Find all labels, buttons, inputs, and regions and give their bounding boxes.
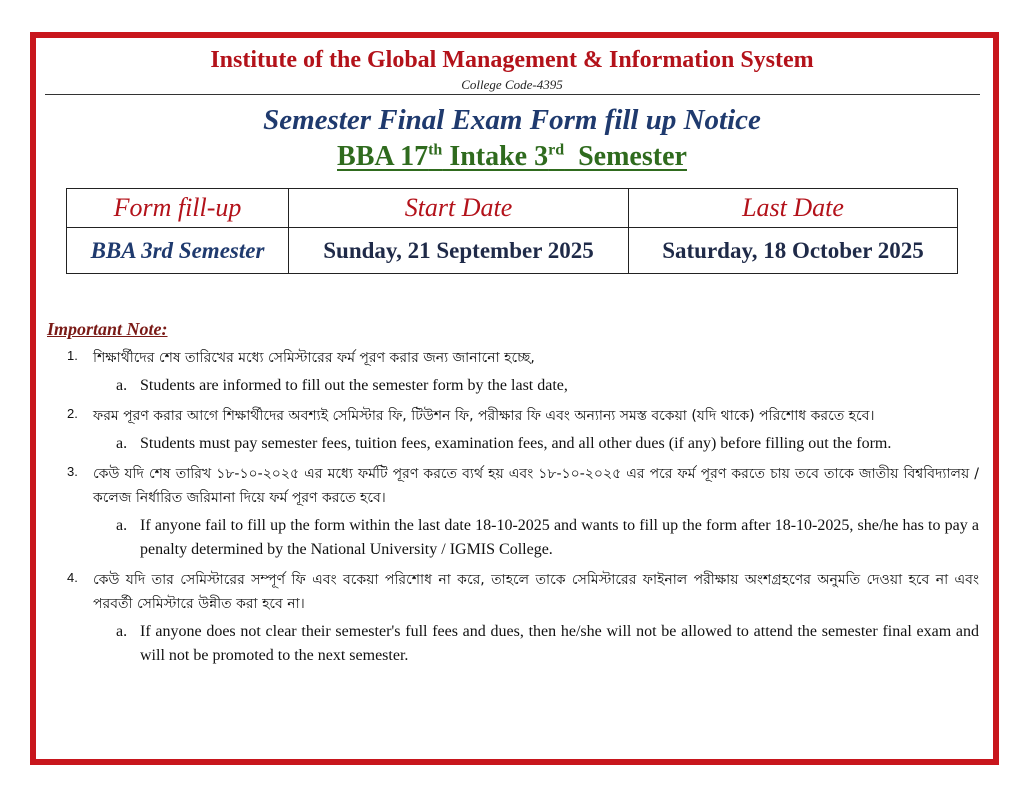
table-header-row	[67, 189, 958, 228]
col-last-date: Last Date	[629, 189, 958, 228]
note-bangla: ফরম পূরণ করার আগে শিক্ষার্থীদের অবশ্যই সেমিস্টার ফি, টিউশন ফি, পরীক্ষার ফি এবং অন্যান্য সমস্ত বকেয়া (যদি থাকে) পরিশোধ করতে হবে।	[93, 408, 875, 424]
note-english: If anyone fail to fill up the form within the last date 18-10-2025 and wants to fill up the form after 18-10-2025, she/he has to pay a penalty determined by the National University / IGMIS College.	[140, 517, 979, 558]
note-item	[47, 462, 979, 510]
notes-list	[47, 346, 979, 674]
intake-sup-2: rd	[548, 141, 565, 159]
note-number: 2.	[67, 406, 78, 421]
note-sub-item	[47, 620, 979, 668]
intake-text-3: Semester	[564, 141, 687, 172]
note-english: If anyone does not clear their semester's full fees and dues, then he/she will not be allowed to attend the semester final exam and will not be promoted to the next semester.	[140, 623, 979, 664]
note-english: Students are informed to fill out the semester form by the last date,	[140, 377, 568, 394]
intake-sup-1: th	[428, 141, 443, 159]
sub-letter: a.	[116, 517, 128, 534]
note-sub-item	[47, 374, 979, 398]
col-start-date: Start Date	[289, 189, 629, 228]
note-sub-item	[47, 432, 979, 456]
note-item	[47, 568, 979, 616]
note-item	[47, 404, 979, 428]
note-english: Students must pay semester fees, tuition fees, examination fees, and all other dues (if any) before filling out the form.	[140, 435, 892, 452]
sub-letter: a.	[116, 623, 128, 640]
note-sub-item	[47, 514, 979, 562]
header-divider	[45, 94, 980, 95]
note-number: 4.	[67, 570, 78, 585]
intake-text-1: BBA 17	[337, 141, 429, 172]
note-number: 3.	[67, 464, 78, 479]
institute-name: Institute of the Global Management & Information System	[210, 47, 814, 73]
important-note-heading: Important Note:	[47, 319, 168, 339]
table-row	[67, 228, 958, 274]
cell-start-date: Sunday, 21 September 2025	[289, 228, 629, 274]
col-form-fillup: Form fill-up	[67, 189, 289, 228]
cell-last-date: Saturday, 18 October 2025	[629, 228, 958, 274]
sub-letter: a.	[116, 377, 128, 394]
note-item	[47, 346, 979, 370]
college-code: College Code-4395	[461, 77, 563, 92]
intake-heading	[0, 141, 1024, 173]
dates-table	[66, 188, 958, 274]
intake-text-2: Intake 3	[442, 141, 549, 172]
note-bangla: শিক্ষার্থীদের শেষ তারিখের মধ্যে সেমিস্টারের ফর্ম পূরণ করার জন্য জানানো হচ্ছে,	[93, 350, 535, 366]
note-bangla: কেউ যদি তার সেমিস্টারের সম্পূর্ণ ফি এবং বকেয়া পরিশোধ না করে, তাহলে তাকে সেমিস্টারের ফাইনাল পরীক্ষায় অংশগ্রহণের অনুমতি দেওয়া হবে না এবং পরবর্তী সেমিস্টারে উন্নীত করা হবে না।	[93, 572, 979, 612]
sub-letter: a.	[116, 435, 128, 452]
cell-program: BBA 3rd Semester	[67, 228, 289, 274]
note-number: 1.	[67, 348, 78, 363]
note-bangla: কেউ যদি শেষ তারিখ ১৮-১০-২০২৫ এর মধ্যে ফর্মটি পূরণ করতে ব্যর্থ হয় এবং ১৮-১০-২০২৫ এর পরে ফর্ম পূরণ করতে চায় তবে তাকে জাতীয় বিশ্ববিদ্যালয় / কলেজ নির্ধারিত জরিমানা দিয়ে ফর্ম পূরণ করতে হবে।	[93, 466, 979, 506]
notice-title: Semester Final Exam Form fill up Notice	[263, 104, 761, 136]
